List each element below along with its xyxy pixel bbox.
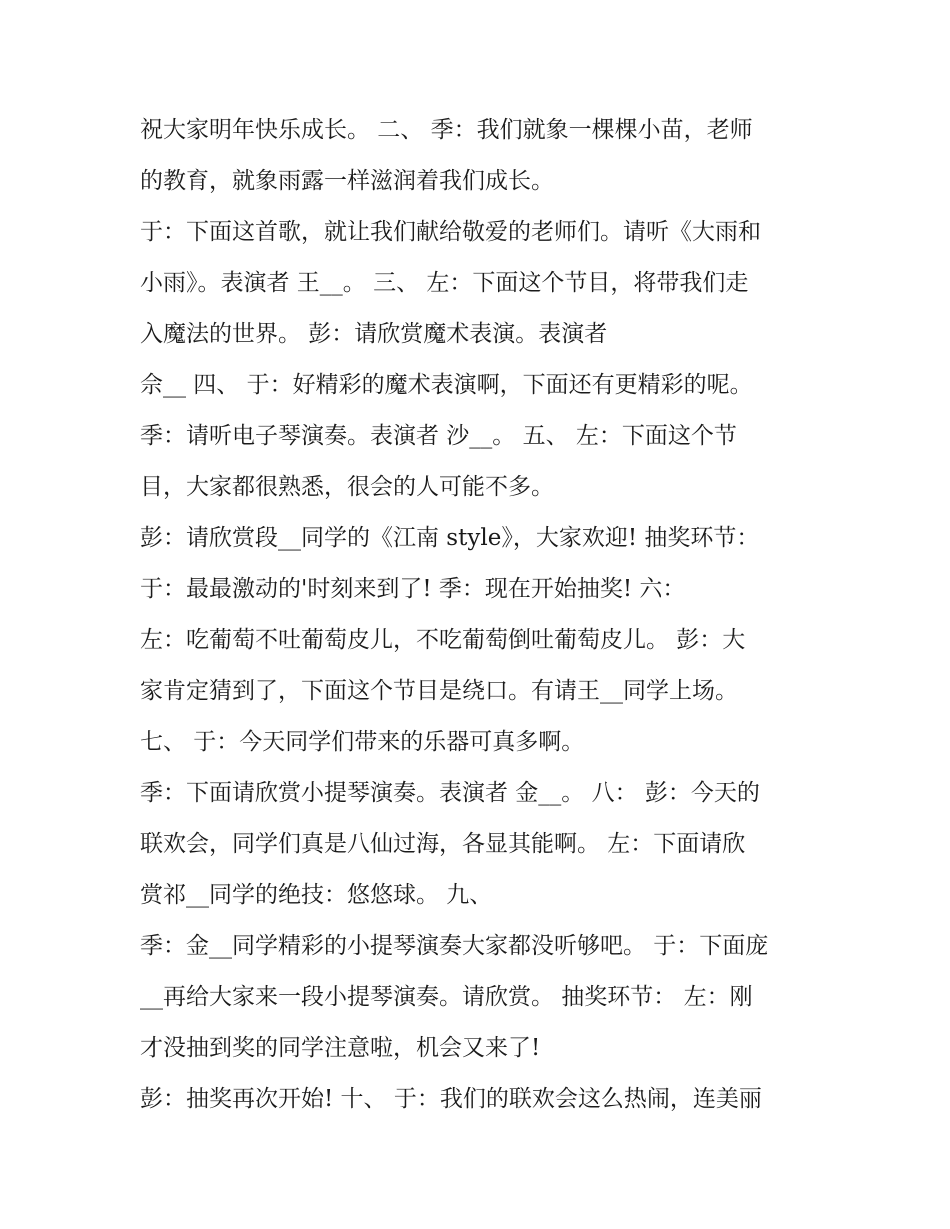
text-line: 入魔法的世界。 彭：请欣赏魔术表演。表演者 bbox=[140, 321, 608, 347]
text-line: 才没抽到奖的同学注意啦，机会又来了! bbox=[140, 1035, 541, 1061]
text-line: 左：吃葡萄不吐葡萄皮儿，不吃葡萄倒吐葡萄皮儿。 彭：大 bbox=[140, 627, 746, 653]
document-body bbox=[140, 105, 830, 1125]
text-line: 佘__ 四、 于：好精彩的魔术表演啊，下面还有更精彩的呢。 bbox=[140, 372, 753, 398]
text-line: 的教育，就象雨露一样滋润着我们成长。 bbox=[140, 168, 554, 194]
text-line: 季：请听电子琴演奏。表演者 沙__。 五、 左：下面这个节 bbox=[140, 423, 737, 449]
text-line: 赏祁__同学的绝技：悠悠球。 九、 bbox=[140, 882, 493, 908]
text-line: 彭：请欣赏段__同学的《江南 style》，大家欢迎! 抽奖环节： bbox=[140, 525, 760, 551]
text-line: 彭：抽奖再次开始! 十、 于：我们的联欢会这么热闹，连美丽 bbox=[140, 1086, 762, 1112]
text-line: 季：金__同学精彩的小提琴演奏大家都没听够吧。 于：下面庞 bbox=[140, 933, 769, 959]
text-line: 联欢会，同学们真是八仙过海，各显其能啊。 左：下面请欣 bbox=[140, 831, 746, 857]
text-line: 于：下面这首歌，就让我们献给敬爱的老师们。请听《大雨和 bbox=[140, 219, 761, 245]
text-line: 祝大家明年快乐成长。 二、 季：我们就象一棵棵小苗，老师 bbox=[140, 117, 753, 143]
text-line: 家肯定猜到了，下面这个节目是绕口。有请王__同学上场。 bbox=[140, 678, 738, 704]
text-line: 小雨》。表演者 王__。 三、 左：下面这个节目，将带我们走 bbox=[140, 270, 749, 296]
text-line: 季：下面请欣赏小提琴演奏。表演者 金__。 八： 彭：今天的 bbox=[140, 780, 760, 806]
text-line: 七、 于：今天同学们带来的乐器可真多啊。 bbox=[140, 729, 585, 755]
text-line: 于：最最激动的'时刻来到了! 季：现在开始抽奖! 六： bbox=[140, 576, 686, 602]
text-line: 目，大家都很熟悉，很会的人可能不多。 bbox=[140, 474, 554, 500]
text-line: __再给大家来一段小提琴演奏。请欣赏。 抽奖环节： 左：刚 bbox=[140, 984, 753, 1010]
